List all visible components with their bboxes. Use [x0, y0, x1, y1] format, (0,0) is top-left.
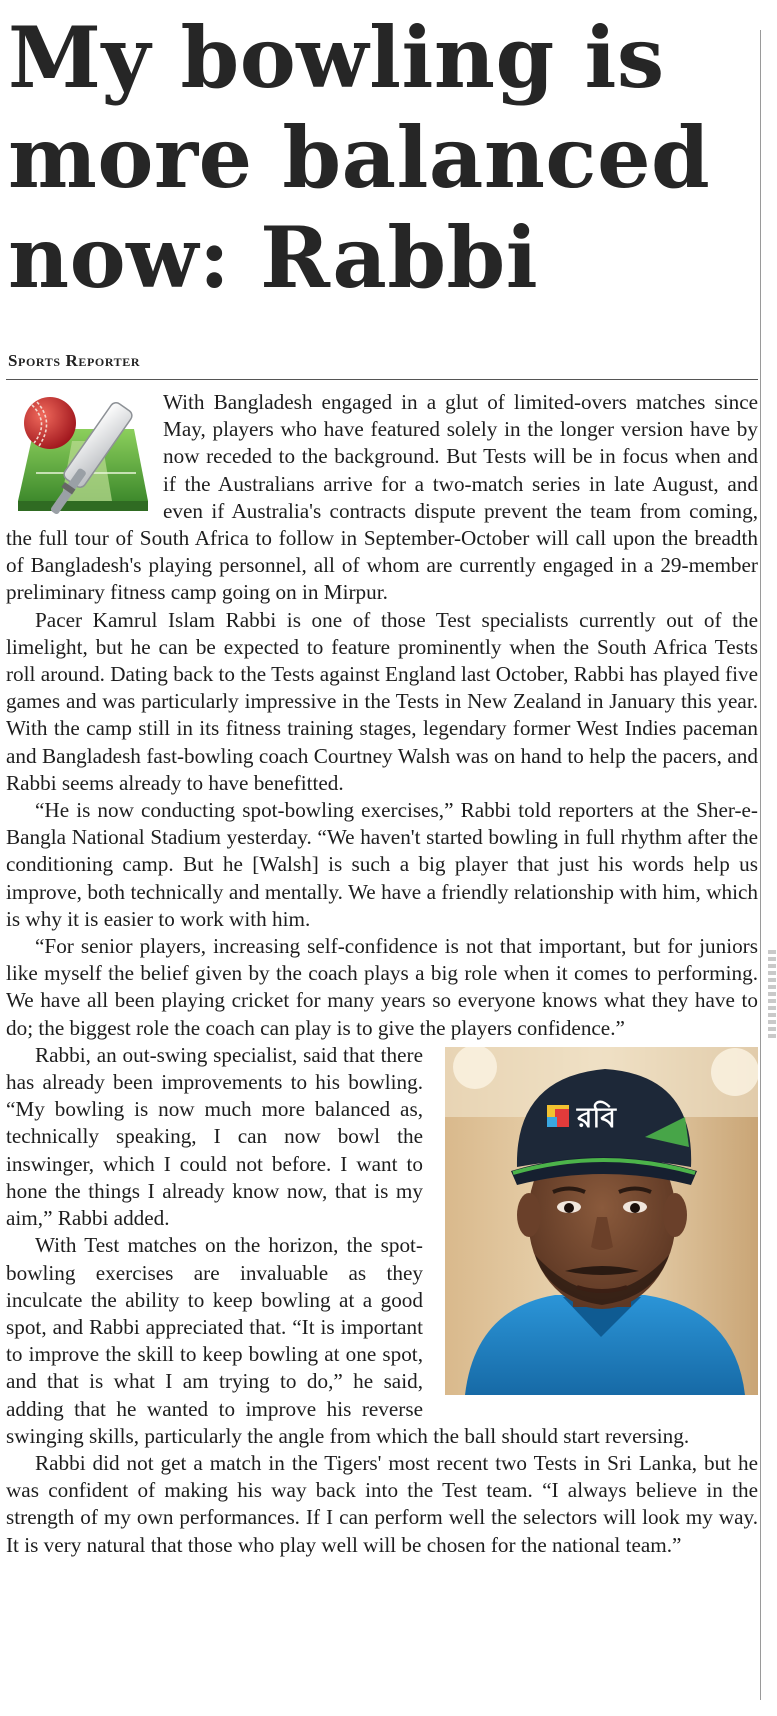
article-body [6, 389, 758, 1559]
paragraph-6: With Test matches on the horizon, the spot-bowling exercises are invaluable as they inculcate the ability to keep bowling at a good spot, and Rabbi appreciated that. “It is important to improve the skill to keep bowling at one spot, and that is what I am trying to do,” he said, adding that he wanted to improve his reverse swinging skills, particularly the angle from which the ball should start reversing. [6, 1233, 690, 1448]
paragraph-4: “For senior players, increasing self-confidence is not that important, but for juniors like myself the belief given by the coach plays a big role when it comes to performing. We have all been playing cricket for many years so everyone knows what they have to do; the biggest role the coach can play is to give the players confidence.” [6, 934, 758, 1040]
cricket-ball-and-bat-icon [6, 389, 151, 525]
player-portrait-photo [445, 1047, 758, 1395]
margin-mark [768, 950, 776, 1040]
column-rule [760, 30, 761, 1700]
paragraph-5-text: Rabbi, an out-swing specialist, said that there has already been improvements to his bowling. “My bowling is now much more balanced as, technically speaking, I can now bowl the inswinger, which I could not before. I want to hone the things I already know now, that is my aim,” Rabbi added. [6, 1042, 423, 1231]
byline-rule [6, 379, 758, 380]
cap-logo-text: রবি [577, 1100, 616, 1134]
paragraph-7: Rabbi did not get a match in the Tigers' most recent two Tests in Sri Lanka, but he was confident of making his way back into the Test team. “I always believe in the strength of my own performances. If I can perform well the selectors will look my way. It is very natural that those who play well will be chosen for the national team.” [6, 1450, 758, 1557]
paragraph-1 [6, 389, 758, 607]
paragraph-5 [6, 1042, 758, 1232]
headline: My bowling is more balanced now: Rabbi [8, 8, 711, 307]
paragraph-2: Pacer Kamrul Islam Rabbi is one of those Test specialists currently out of the limelight, but he can be expected to feature prominently when the South Africa Tests roll around. Dating back to the Tests against England last October, Rabbi has played five games and was particularly impressive in the Tests in New Zealand in January this year. With the camp still in its fitness training stages, legendary former West Indies paceman and Bangladesh fast-bowling coach Courtney Walsh was on hand to help the pacers, and Rabbi seems already to have benefitted. [6, 607, 758, 795]
byline: Sports Reporter [8, 351, 141, 370]
paragraph-3: “He is now conducting spot-bowling exercises,” Rabbi told reporters at the Sher-e-Bangla National Stadium yesterday. “We haven't started bowling in full rhythm after the conditioning camp. But he [Walsh] is such a big player that just his words help us improve, both technically and mentally. We have a friendly relationship with him, which is why it is easier to work with him. [6, 798, 758, 931]
paragraph-1-text: With Bangladesh engaged in a glut of limited-overs matches since May, players who have featured solely in the longer version have by now receded to the background. But Tests will be in focus when and if the Australians arrive for a two-match series in late August, and even if Australia's contracts dispute prevent the team from coming, the full tour of South Africa to follow in September-October will call upon the breadth of Bangladesh's playing personnel, all of whom are currently engaged in a 29-member preliminary fitness camp going on in Mirpur. [6, 390, 758, 605]
